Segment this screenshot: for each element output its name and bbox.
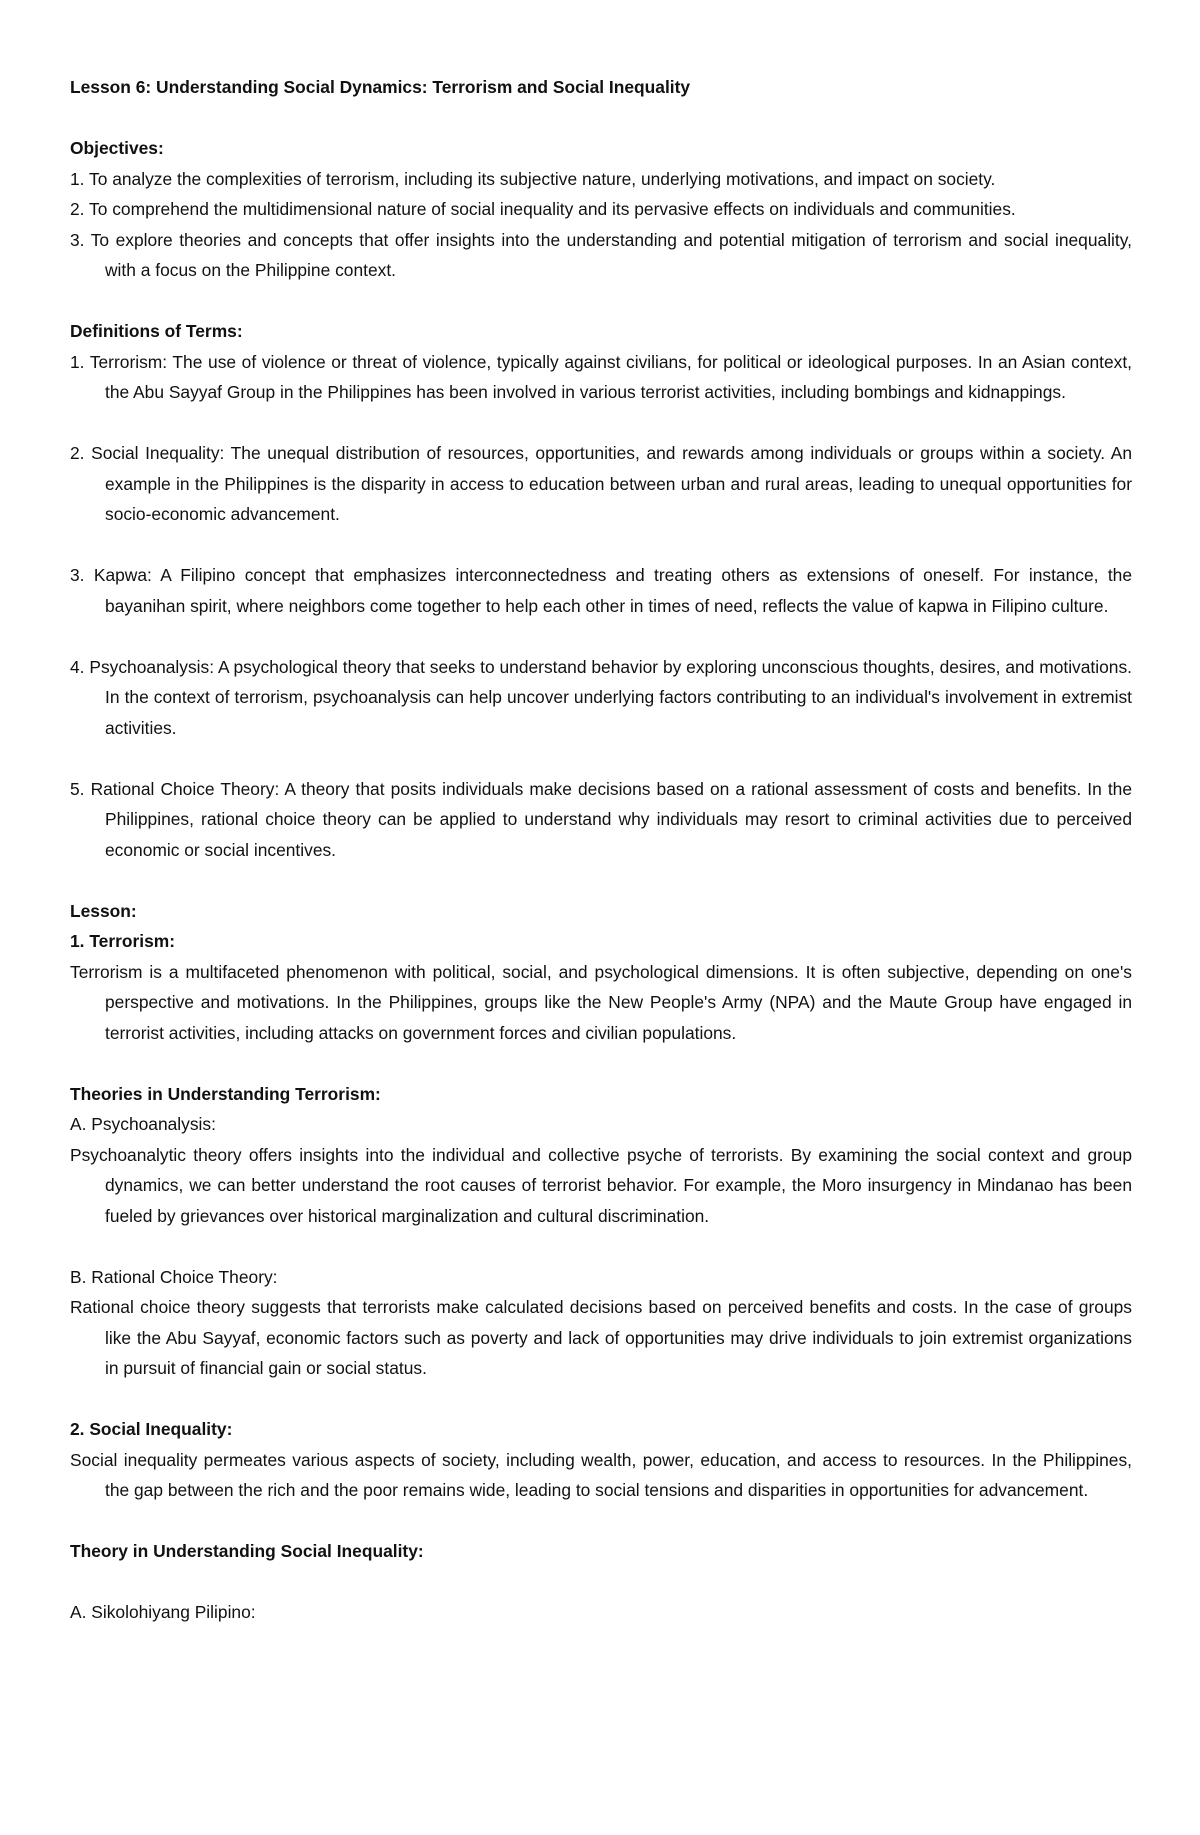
definition-rational-choice: 5. Rational Choice Theory: A theory that posits individuals make decisions based on a rational assessment of costs and benefits. In the Philippines, rational choice theory can be applied to understand why individuals may resort to criminal activities due to perceived economic or social incentives.: [70, 778, 1132, 860]
lesson-title: Lesson 6: Understanding Social Dynamics: Terrorism and Social Inequality: [70, 77, 691, 97]
theory-inequality-heading: Theory in Understanding Social Inequality:: [70, 1541, 424, 1561]
definition-psychoanalysis: 4. Psychoanalysis: A psychological theory that seeks to understand behavior by exploring unconscious thoughts, desires, and motivations. In the context of terrorism, psychoanalysis can help uncover underlying factors contributing to an individual's involvement in extremist activities.: [70, 656, 1132, 738]
definition-terrorism: 1. Terrorism: The use of violence or threat of violence, typically against civilians, for political or ideological purposes. In an Asian context, the Abu Sayyaf Group in the Philippines has been involved in various terrorist activities, including bombings and kidnappings.: [70, 351, 1132, 402]
objective-item-2: 2. To comprehend the multidimensional nature of social inequality and its pervasive effects on individuals and communities.: [70, 199, 1016, 219]
psychoanalysis-heading: A. Psychoanalysis:: [70, 1114, 216, 1134]
definition-kapwa: 3. Kapwa: A Filipino concept that emphasizes interconnectedness and treating others as extensions of oneself. For instance, the bayanihan spirit, where neighbors come together to help each other in times of need, reflects the value of kapwa in Filipino culture.: [70, 565, 1132, 616]
terrorism-heading: 1. Terrorism:: [70, 931, 176, 951]
social-inequality-heading: 2. Social Inequality:: [70, 1419, 233, 1439]
lesson-heading: Lesson:: [70, 900, 137, 921]
psychoanalysis-paragraph: Psychoanalytic theory offers insights into the individual and collective psyche of terrorists. By examining the social context and group dynamics, we can better understand the root causes of terrorist behavior. For example, the Moro insurgency in Mindanao has been fueled by grievances over historical marginalization and cultural discrimination.: [70, 1144, 1132, 1226]
sikolohiya-heading: A. Sikolohiyang Pilipino:: [70, 1602, 256, 1622]
rational-choice-paragraph: Rational choice theory suggests that terrorists make calculated decisions based on perceived benefits and costs. In the case of groups like the Abu Sayyaf, economic factors such as poverty and lack of opportunities may drive individuals to join extremist organizations in pursuit of financial gain or social status.: [70, 1297, 1132, 1378]
terrorism-paragraph: Terrorism is a multifaceted phenomenon with political, social, and psychological dimensions. It is often subjective, depending on one's perspective and motivations. In the Philippines, groups like the New People's Army (NPA) and the Maute Group have engaged in terrorist activities, including attacks on government forces and civilian populations.: [70, 961, 1132, 1043]
objectives-heading: Objectives:: [70, 138, 164, 158]
theories-terrorism-heading: Theories in Understanding Terrorism:: [70, 1083, 381, 1104]
social-inequality-paragraph: Social inequality permeates various aspects of society, including wealth, power, education, and access to resources. In the Philippines, the gap between the rich and the poor remains wide, leading to social tensions and disparities in opportunities for advancement.: [70, 1449, 1132, 1500]
objective-item-3: 3. To explore theories and concepts that offer insights into the understanding and potential mitigation of terrorism and social inequality, with a focus on the Philippine context.: [70, 229, 1132, 280]
definitions-heading: Definitions of Terms:: [70, 321, 243, 341]
definition-social-inequality: 2. Social Inequality: The unequal distribution of resources, opportunities, and rewards among individuals or groups within a society. An example in the Philippines is the disparity in access to education between urban and rural areas, leading to unequal opportunities for socio-economic advancement.: [70, 443, 1132, 524]
objective-item-1: 1. To analyze the complexities of terrorism, including its subjective nature, underlying motivations, and impact on society.: [70, 168, 996, 189]
rational-choice-heading: B. Rational Choice Theory:: [70, 1266, 278, 1287]
